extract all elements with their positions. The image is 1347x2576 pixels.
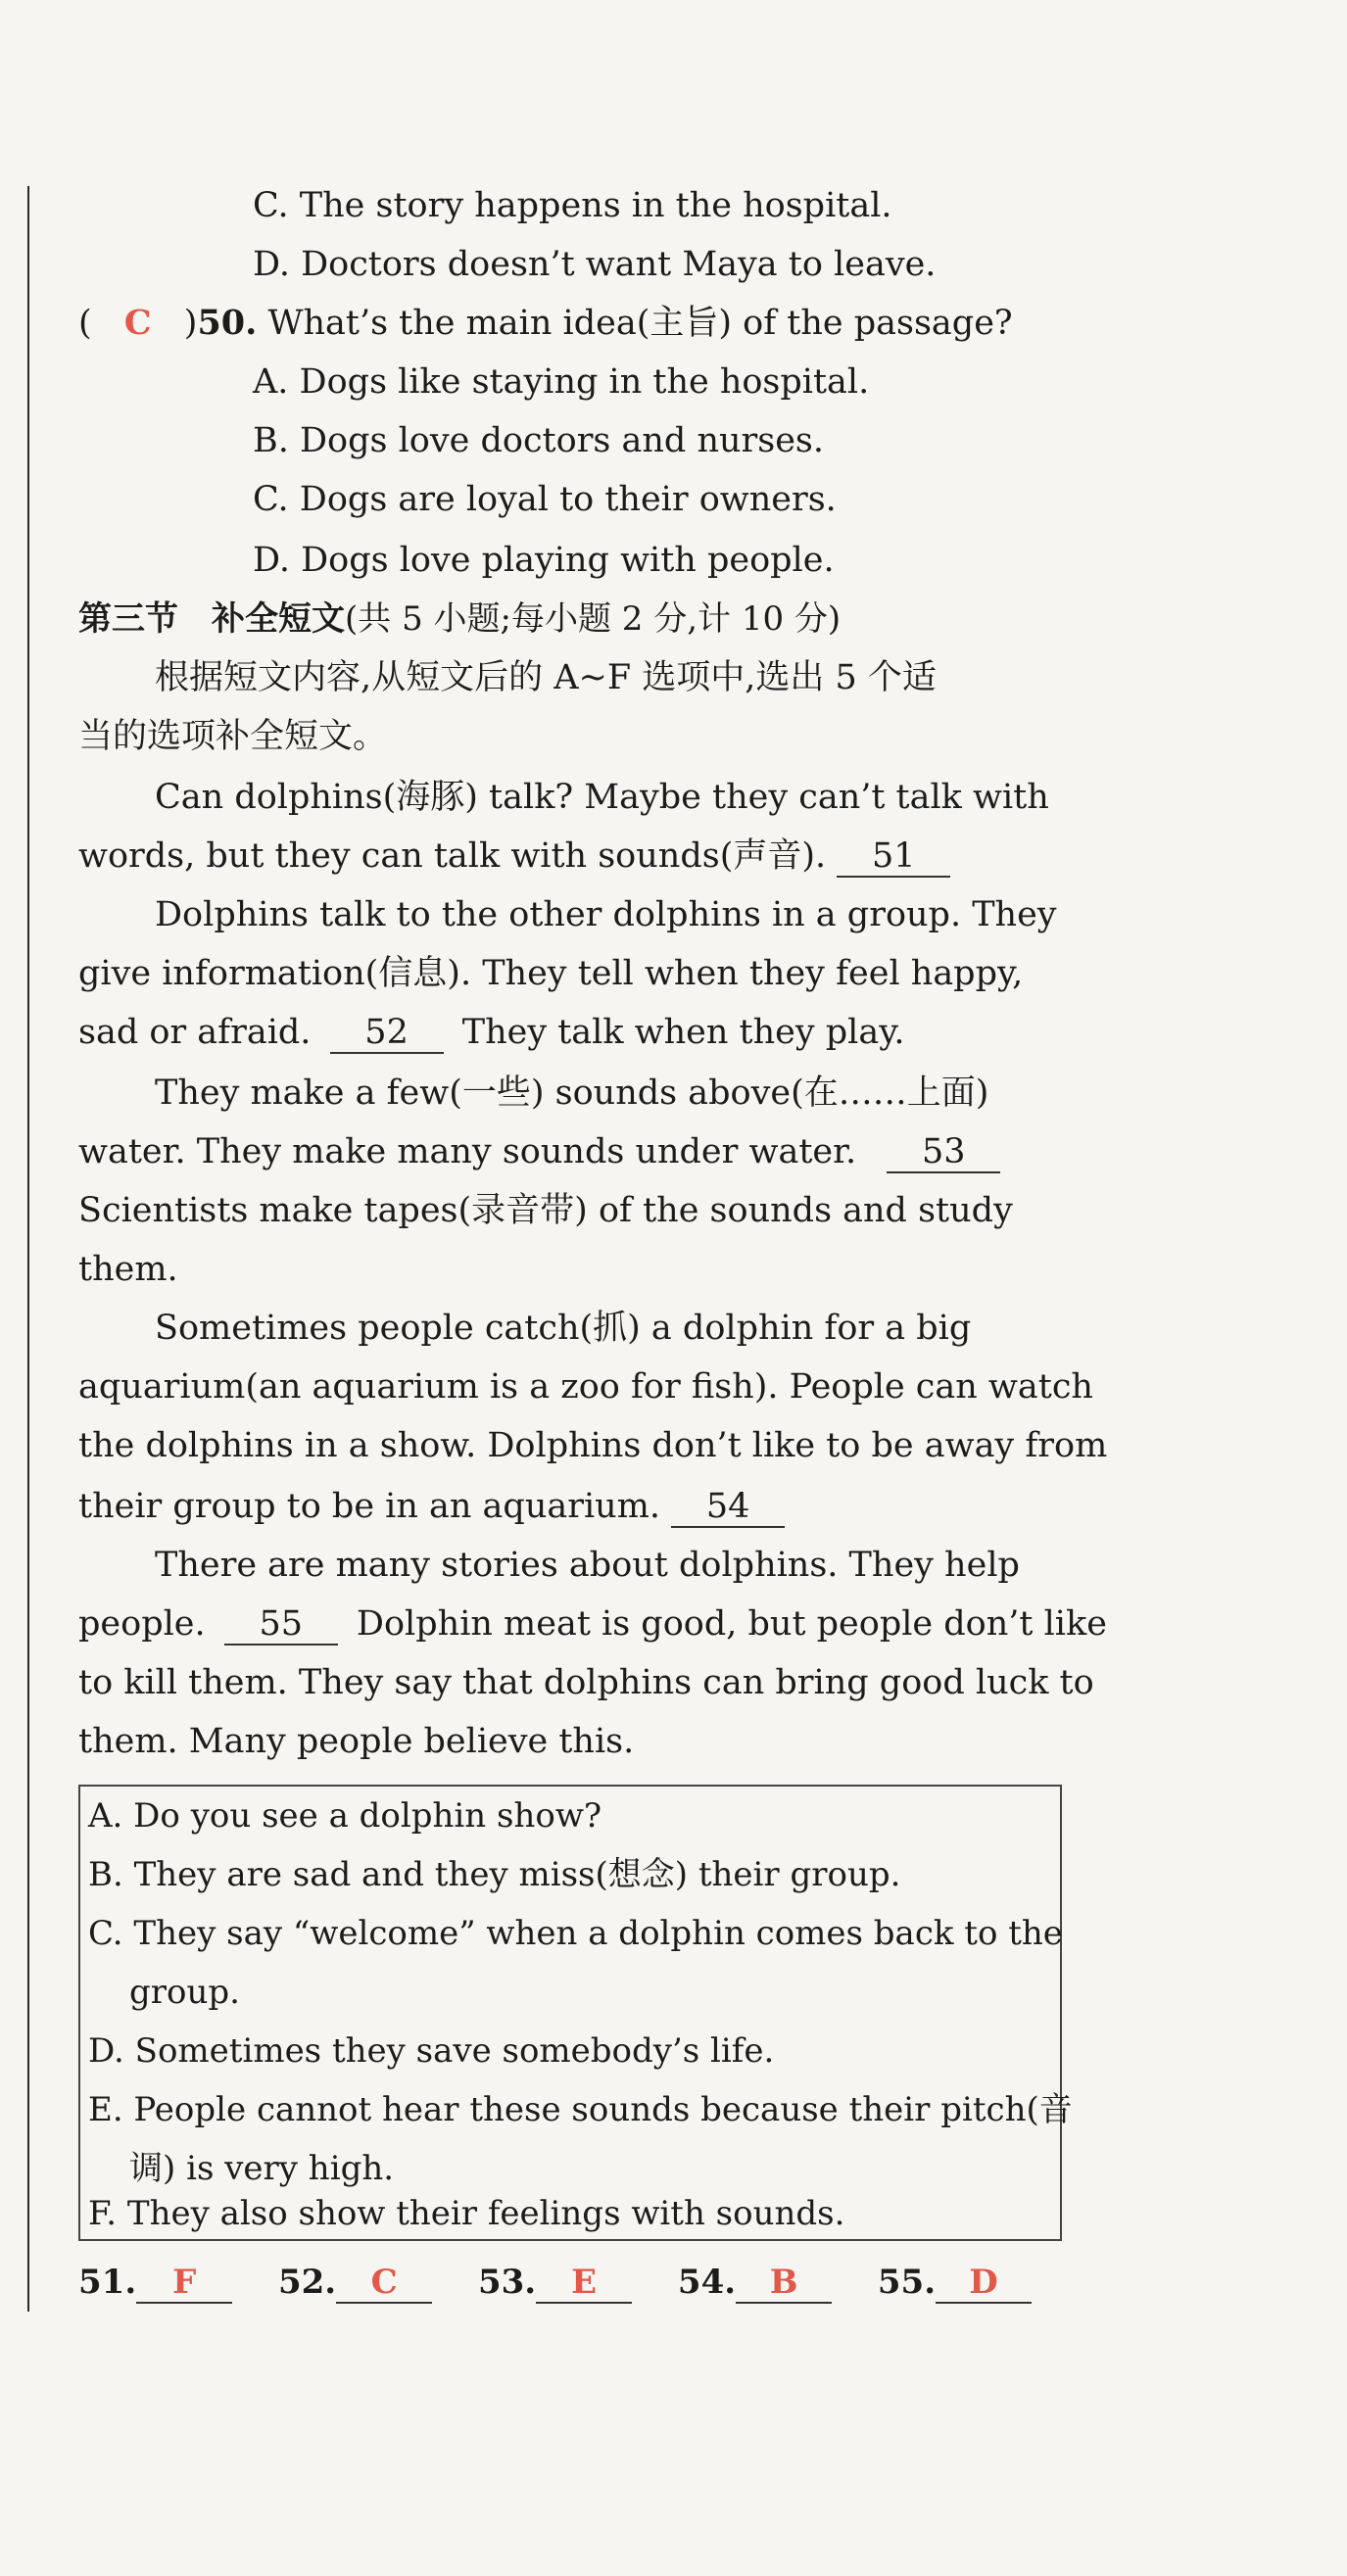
p3-line-2 [78,1128,1000,1175]
instruction-line-1: 根据短文内容,从短文后的 A~F 选项中,选出 5 个适 [155,658,937,697]
answer-54-value: B [736,2263,832,2304]
q50-option-b: B. Dogs love doctors and nurses. [253,421,825,460]
blank-54: 54 [671,1487,785,1528]
p5-line-2-text-b: Dolphin meat is good, but people don’t like [356,1604,1107,1644]
q49-option-d: D. Doctors doesn’t want Maya to leave. [253,245,937,284]
answer-52 [278,2263,432,2304]
answer-53-value: E [536,2263,632,2304]
p2-line-3-text-b: They talk when they play. [461,1013,905,1052]
q49-option-c: C. The story happens in the hospital. [253,186,892,225]
blank-53: 53 [887,1132,1000,1173]
section-score: (共 5 小题;每小题 2 分,计 10 分) [345,599,842,639]
option-c-line-2: group. [129,1973,240,2012]
answer-54-number: 54. [677,2263,737,2302]
option-e-line-2: 调) is very high. [129,2149,395,2188]
blank-55: 55 [224,1604,338,1646]
q50-question-line [78,300,1013,347]
option-e-line-1: E. People cannot hear these sounds because their pitch(音 [88,2090,1073,2129]
answer-row [78,2263,1067,2304]
options-box [78,1785,1073,2241]
answer-55-number: 55. [877,2263,937,2302]
option-d: D. Sometimes they save somebody’s life. [88,2031,775,2071]
blank-51: 51 [837,836,950,878]
p5-line-1: There are many stories about dolphins. They help [155,1546,1020,1585]
q50-paren-open: ( [78,304,92,343]
q50-question: What’s the main idea(主旨) of the passage? [267,304,1013,343]
p5-line-3: to kill them. They say that dolphins can bring good luck to [78,1663,1094,1702]
p4-line-4 [78,1483,785,1530]
blank-52: 52 [330,1013,444,1054]
answer-55-value: D [936,2263,1032,2304]
q50-number: 50. [197,303,258,343]
p5-line-4: them. Many people believe this. [78,1722,635,1761]
q50-paren-close: ) [183,304,198,343]
option-f: F. They also show their feelings with sounds. [88,2194,845,2233]
p4-line-2: aquarium(an aquarium is a zoo for fish). People can watch [78,1367,1093,1407]
p3-line-3: Scientists make tapes(录音带) of the sounds and study [78,1191,1013,1230]
section-title: 第三节 补全短文 [78,599,345,639]
answer-51 [78,2263,232,2304]
p1-line-1: Can dolphins(海豚) talk? Maybe they can’t talk with [155,778,1049,817]
answer-54 [678,2263,832,2304]
p4-line-1: Sometimes people catch(抓) a dolphin for a big [155,1309,972,1348]
section-heading [78,596,841,643]
p4-line-3: the dolphins in a show. Dolphins don’t like to be away from [78,1426,1108,1465]
p2-line-3 [78,1009,905,1056]
option-c-line-1: C. They say “welcome” when a dolphin comes back to the [88,1914,1063,1953]
q50-option-c: C. Dogs are loyal to their owners. [253,480,837,519]
p3-line-2-text: water. They make many sounds under water. [78,1132,857,1171]
answer-53 [478,2263,632,2304]
p1-line-2-text: words, but they can talk with sounds(声音). [78,836,827,876]
p2-line-2: give information(信息). They tell when they feel happy, [78,954,1024,993]
q50-answer: C [123,303,152,343]
answer-51-value: F [136,2263,232,2304]
p4-line-4-text: their group to be in an aquarium. [78,1487,661,1526]
answer-55 [878,2263,1032,2304]
answer-52-number: 52. [277,2263,337,2302]
p2-line-1: Dolphins talk to the other dolphins in a group. They [155,895,1057,934]
option-b: B. They are sad and they miss(想念) their group. [88,1855,901,1894]
q50-option-a: A. Dogs like staying in the hospital. [253,362,870,402]
answer-53-number: 53. [477,2263,537,2302]
answer-51-number: 51. [78,2263,137,2302]
p5-line-2 [78,1600,1107,1647]
p1-line-2 [78,833,950,880]
p3-line-1: They make a few(一些) sounds above(在……上面) [155,1073,989,1113]
answer-52-value: C [336,2263,432,2304]
p2-line-3-text-a: sad or afraid. [78,1013,312,1052]
p5-line-2-text-a: people. [78,1604,206,1644]
left-margin-rule [27,186,29,2312]
instruction-line-2: 当的选项补全短文。 [78,717,388,756]
p3-line-4: them. [78,1250,178,1289]
option-a: A. Do you see a dolphin show? [88,1796,602,1836]
q50-option-d: D. Dogs love playing with people. [253,541,835,580]
